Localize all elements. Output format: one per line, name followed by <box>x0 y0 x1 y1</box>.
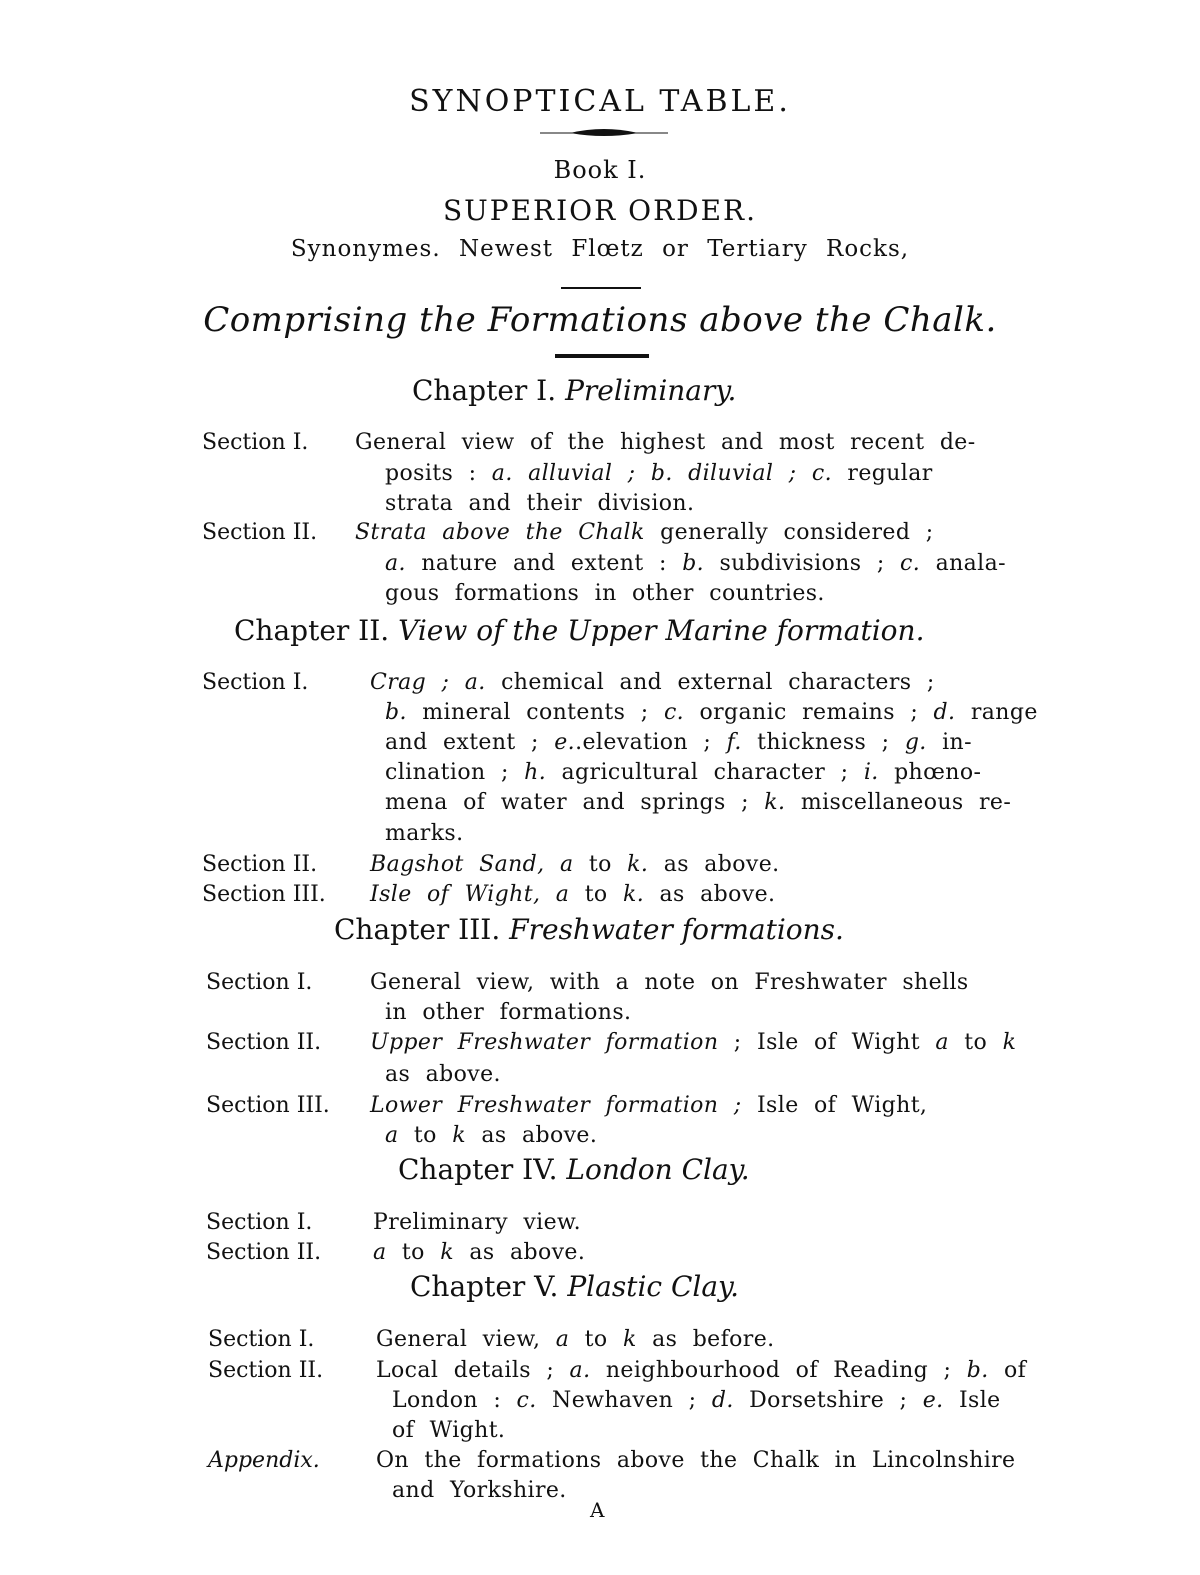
chapter-heading <box>398 1153 750 1186</box>
section-text-line <box>385 700 1038 725</box>
section-text-line <box>370 670 935 695</box>
section-text-line <box>392 1418 505 1443</box>
text-run: as above. <box>648 852 780 877</box>
italic-text: a <box>385 1123 399 1148</box>
section-text-line <box>376 1327 775 1352</box>
section-label: Section I. <box>208 1327 315 1352</box>
text-run: London : <box>392 1388 517 1413</box>
text-run: Newhaven ; <box>536 1388 712 1413</box>
italic-text: k <box>1002 1030 1017 1055</box>
section-label: Section I. <box>202 670 309 695</box>
chapter-heading <box>234 614 924 647</box>
italic-text: a <box>555 1327 570 1352</box>
text-run: gous formations in other countries. <box>385 581 825 606</box>
text-run: and extent ; <box>385 730 555 755</box>
italic-text: d. <box>933 700 956 725</box>
italic-text: Crag ; <box>370 670 450 695</box>
text-run <box>797 461 812 486</box>
italic-text: f. <box>726 730 742 755</box>
italic-text: k. <box>627 852 649 877</box>
italic-text: k. <box>622 882 645 907</box>
text-run: miscellaneous re- <box>785 790 1012 815</box>
section-text-line <box>385 551 1006 576</box>
italic-text: b. <box>682 551 705 576</box>
section-label: Section II. <box>208 1358 324 1383</box>
italic-text: Lower Freshwater formation ; <box>370 1093 742 1118</box>
synonymes-line: Synonymes. Newest Flœtz or Tertiary Rocks, <box>290 236 910 262</box>
italic-text: k <box>440 1240 454 1265</box>
chapter-title: View of the Upper Marine formation. <box>398 614 925 647</box>
text-run: as above. <box>453 1240 586 1265</box>
section-text-line <box>376 1358 1026 1383</box>
text-run: of <box>988 1358 1027 1383</box>
text-run: Isle <box>943 1388 1001 1413</box>
italic-text: a. alluvial ; b. diluvial ; <box>491 461 797 486</box>
text-run: anala- <box>920 551 1006 576</box>
text-run: neighbourhood of Reading ; <box>590 1358 967 1383</box>
text-run: thickness ; <box>741 730 905 755</box>
book-number: I. <box>627 156 647 184</box>
text-run: clination ; <box>385 760 525 785</box>
text-run: Dorsetshire ; <box>733 1388 923 1413</box>
section-text-line <box>385 461 933 486</box>
text-run: subdivisions ; <box>704 551 901 576</box>
italic-text: a. <box>464 670 486 695</box>
section-text-line <box>370 1093 927 1118</box>
section-label: Section III. <box>202 882 326 907</box>
section-text-line <box>385 1062 501 1087</box>
chapter-title: Preliminary. <box>565 374 737 407</box>
page-title: SYNOPTICAL TABLE. <box>409 84 791 119</box>
text-run: Local details ; <box>376 1358 570 1383</box>
italic-text: c. <box>900 551 921 576</box>
text-run: in other formations. <box>385 1000 632 1025</box>
section-label: Section II. <box>202 520 318 545</box>
text-run: .elevation ; <box>575 730 727 755</box>
italic-text: h. <box>524 760 547 785</box>
italic-text: k <box>622 1327 637 1352</box>
book-heading <box>0 156 1200 184</box>
text-run: posits : <box>385 461 492 486</box>
section-label: Section III. <box>206 1093 330 1118</box>
text-run: generally considered ; <box>644 520 934 545</box>
italic-text: b. <box>385 700 407 725</box>
section-label: Section I. <box>206 1210 313 1235</box>
text-run: range <box>955 700 1038 725</box>
text-run: chemical and external characters ; <box>485 670 935 695</box>
chapter-heading <box>334 913 844 946</box>
italic-text: i. <box>863 760 879 785</box>
chapter-label: Chapter II. <box>234 614 390 647</box>
book-word: Book <box>553 156 619 184</box>
italic-text: g. <box>904 730 927 755</box>
text-run: to <box>386 1240 441 1265</box>
section-label: Section II. <box>202 852 318 877</box>
section-text-line <box>392 1388 1001 1413</box>
section-text-line <box>385 581 825 606</box>
italic-text: Isle of Wight, <box>370 882 541 907</box>
text-run <box>545 852 560 877</box>
text-run: to <box>398 1123 453 1148</box>
section-text-line <box>385 491 694 516</box>
text-run: ; Isle of Wight <box>718 1030 936 1055</box>
italic-text: Bagshot Sand, <box>370 852 545 877</box>
chapter-title: Plastic Clay. <box>567 1270 740 1303</box>
section-text-line <box>385 730 972 755</box>
italic-text: c. <box>663 700 685 725</box>
comprising-heading: Comprising the Formations above the Chalk. <box>203 300 997 340</box>
section-text-line <box>376 1448 1015 1473</box>
italic-text: b. <box>966 1358 989 1383</box>
text-run: nature and extent : <box>405 551 683 576</box>
text-run: of Wight. <box>392 1418 506 1443</box>
chapter-heading <box>412 374 736 407</box>
ornament-divider <box>540 126 668 140</box>
text-run: Isle of Wight, <box>741 1093 928 1118</box>
italic-text: k <box>452 1123 466 1148</box>
appendix-label: Appendix. <box>208 1448 320 1473</box>
italic-text: a. <box>385 551 406 576</box>
signature-mark: A <box>590 1498 605 1522</box>
section-label: Section I. <box>202 430 309 455</box>
text-run: as before. <box>636 1327 775 1352</box>
section-text-line <box>370 1030 1016 1055</box>
text-run: agricultural character ; <box>546 760 864 785</box>
text-run: General view, with a note on Freshwater shells <box>370 970 969 995</box>
thick-rule <box>555 354 649 358</box>
text-run <box>449 670 464 695</box>
text-run: organic remains ; <box>684 700 934 725</box>
section-text-line <box>370 852 780 877</box>
text-run: and Yorkshire. <box>392 1478 567 1503</box>
section-text-line <box>355 520 934 545</box>
short-rule <box>561 287 641 289</box>
italic-text: a <box>935 1030 949 1055</box>
text-run: as above. <box>644 882 776 907</box>
italic-text: c. <box>811 461 833 486</box>
chapter-label: Chapter I. <box>412 374 557 407</box>
chapter-title: Freshwater formations. <box>509 913 844 946</box>
text-run: to <box>569 1327 623 1352</box>
section-text-line <box>385 760 981 785</box>
italic-text: e. <box>554 730 576 755</box>
italic-text: c. <box>516 1388 537 1413</box>
text-run: mineral contents ; <box>406 700 664 725</box>
italic-text: a <box>555 882 570 907</box>
text-run: as above. <box>385 1062 501 1087</box>
text-run: to <box>948 1030 1003 1055</box>
chapter-heading <box>410 1270 739 1303</box>
italic-text: Strata above the Chalk <box>355 520 645 545</box>
section-text-line <box>385 1123 597 1148</box>
text-run: as above. <box>465 1123 598 1148</box>
chapter-title: London Clay. <box>566 1153 750 1186</box>
text-run: General view of the highest and most recent de- <box>355 430 976 455</box>
section-text-line <box>373 1210 581 1235</box>
italic-text: Upper Freshwater formation <box>370 1030 719 1055</box>
section-label: Section II. <box>206 1240 322 1265</box>
text-run: strata and their division. <box>385 491 695 516</box>
section-text-line <box>370 882 775 907</box>
text-run: to <box>569 882 623 907</box>
order-heading: SUPERIOR ORDER. <box>442 194 758 227</box>
text-run <box>540 882 555 907</box>
chapter-label: Chapter IV. <box>398 1153 558 1186</box>
chapter-label: Chapter III. <box>334 913 501 946</box>
section-label: Section I. <box>206 970 313 995</box>
text-run: phœno- <box>878 760 982 785</box>
text-run: regular <box>832 461 933 486</box>
italic-text: e. <box>922 1388 944 1413</box>
section-text-line <box>373 1240 585 1265</box>
text-run: On the formations above the Chalk in Lincolnshire <box>376 1448 1016 1473</box>
section-text-line <box>370 970 969 995</box>
section-text-line <box>355 430 976 455</box>
text-run: General view, <box>376 1327 556 1352</box>
italic-text: k. <box>764 790 786 815</box>
text-run: in- <box>926 730 972 755</box>
text-run: to <box>573 852 628 877</box>
text-run: Preliminary view. <box>373 1210 582 1235</box>
italic-text: a <box>559 852 574 877</box>
text-run: marks. <box>385 821 464 846</box>
section-text-line <box>385 790 1011 815</box>
section-label: Section II. <box>206 1030 322 1055</box>
italic-text: d. <box>711 1388 734 1413</box>
text-run: mena of water and springs ; <box>385 790 765 815</box>
italic-text: a <box>373 1240 387 1265</box>
chapter-label: Chapter V. <box>410 1270 559 1303</box>
italic-text: a. <box>569 1358 591 1383</box>
section-text-line <box>392 1478 567 1503</box>
section-text-line <box>385 821 464 846</box>
section-text-line <box>385 1000 631 1025</box>
